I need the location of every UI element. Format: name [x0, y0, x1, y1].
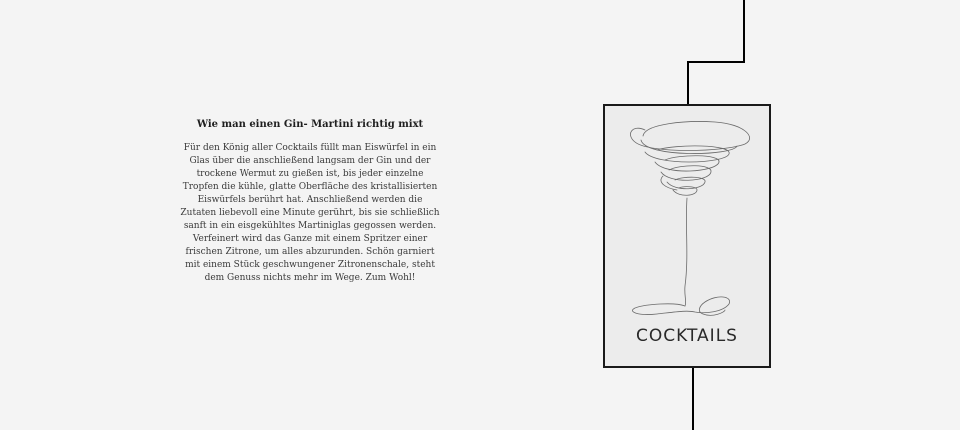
poster-label: COCKTAILS — [636, 326, 738, 346]
article-body: Für den König aller Cocktails füllt man Eiswürfel in ein Glas über die anschließend langsam der Gin und der trockene Wermut zu gießen ist, bis jeder einzelne Tropfen die kühle, glatte Oberfläche des kristallisierten Eiswürfels berührt hat. Anschließend werden die Zutaten liebevoll eine Minute gerührt, bis sie schließlich sanft in ein eisgekühltes Martiniglas gegossen werden. Verfeinert wird das Ganze mit einem Spritzer einer frischen Zitrone, um alles abzurunden. Schön garniert mit einem Stück geschwungener Zitronenschale, steht dem Genuss nichts mehr im Wege. Zum Wohl! — [180, 143, 440, 283]
article-title: Wie man einen Gin- Martini richtig mixt — [196, 119, 424, 130]
cocktail-poster — [603, 104, 771, 368]
article — [180, 118, 440, 285]
